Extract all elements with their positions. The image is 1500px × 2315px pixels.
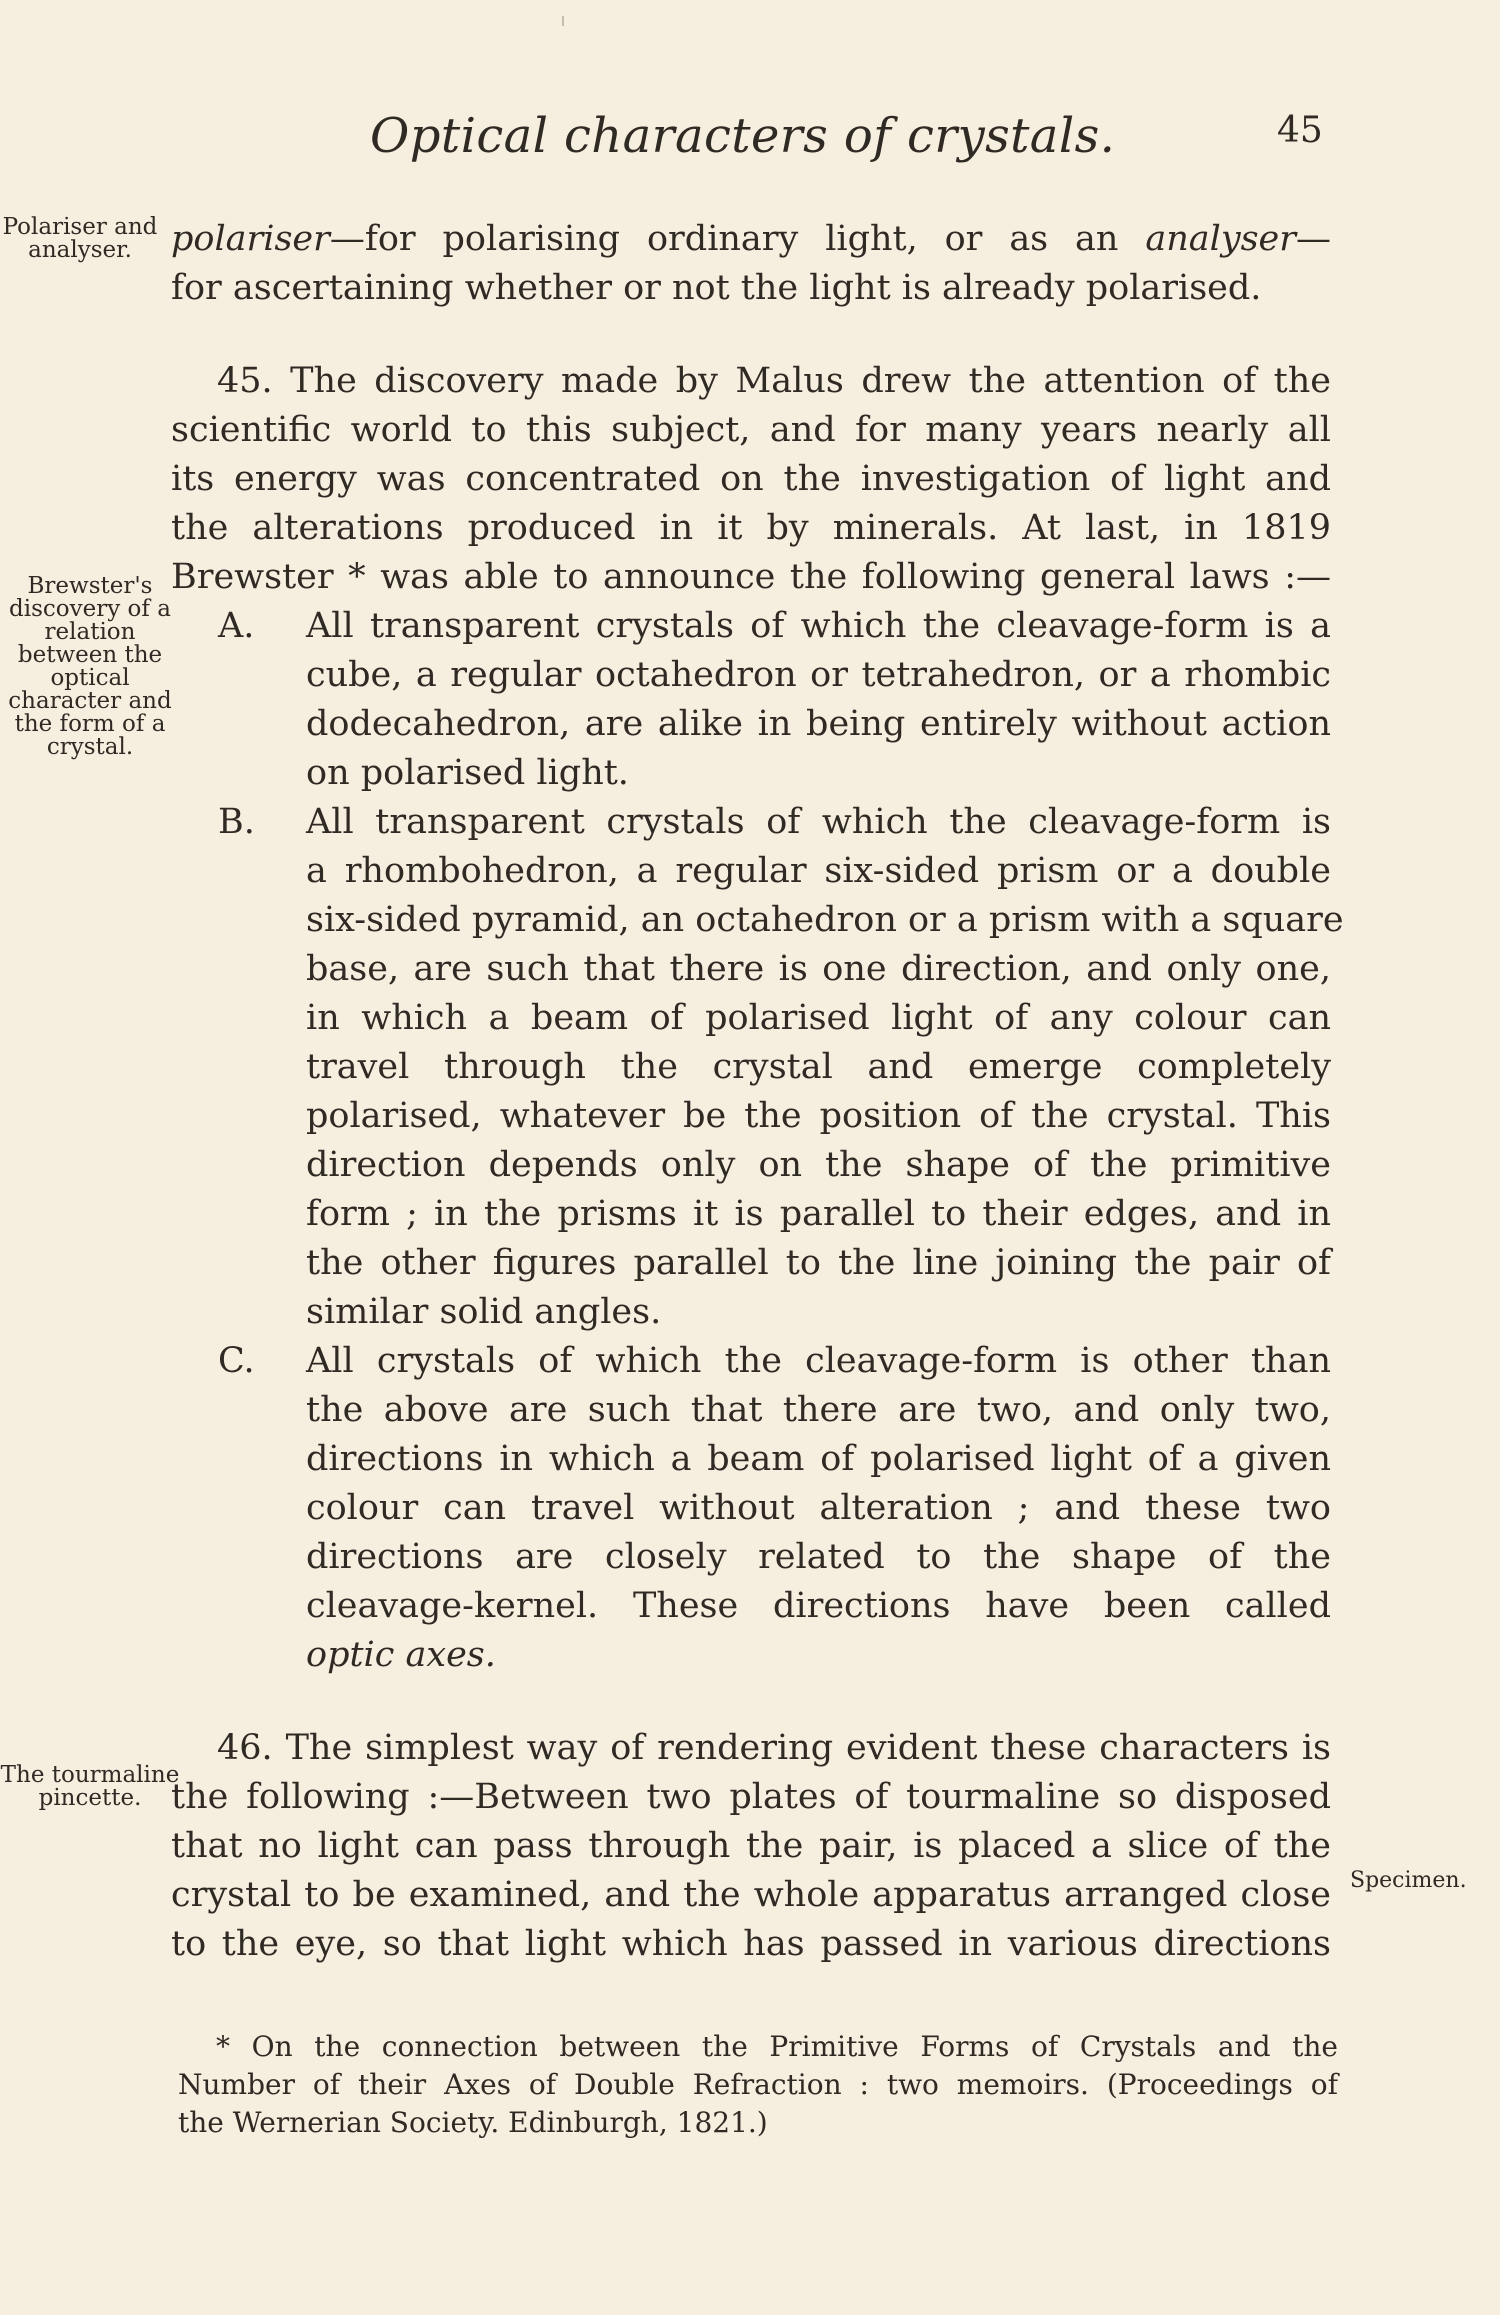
law-c-line: the above are such that there are two, and only two, [306,1390,1331,1430]
law-a-line: on polarised light. [306,753,629,793]
footnote-line: Number of their Axes of Double Refraction : two memoirs. (Proceedings of [178,2068,1338,2101]
law-b-line: six-sided pyramid, an octahedron or a prism with a square [306,900,1344,940]
paragraph-45-line: scientific world to this subject, and for many years nearly all [171,410,1331,450]
paragraph-45-line: 45. The discovery made by Malus drew the attention of the [217,361,1331,401]
law-a-line: dodecahedron, are alike in being entirely without action [306,704,1331,744]
paragraph-46-line: the following :—Between two plates of tourmaline so disposed [171,1777,1331,1817]
law-a-marker: A. [218,606,255,646]
law-b-line: travel through the crystal and emerge completely [306,1047,1331,1087]
law-b-line: direction depends only on the shape of the primitive [306,1145,1331,1185]
page-number: 45 [1277,110,1323,151]
page-header-title: Optical characters of crystals. [370,108,1116,164]
law-b-line: B. All transparent crystals of which the cleavage-form is [171,798,1331,847]
paragraph-45-line: its energy was concentrated on the investigation of light and [171,459,1331,499]
margin-note-tourmaline: The tourmaline pincette. [0,1762,180,1811]
law-c-line: directions in which a beam of polarised light of a given [306,1439,1331,1479]
law-b-line: polarised, whatever be the position of the crystal. This [306,1096,1331,1136]
main-body-text [171,215,1344,1969]
law-b-marker: B. [218,802,255,842]
paragraph-46-line: crystal to be examined, and the whole apparatus arranged close [171,1875,1331,1915]
law-b-line: base, are such that there is one direction, and only one, [306,949,1331,989]
paragraph-46-line: to the eye, so that light which has passed in various directions [171,1924,1331,1964]
decorative-mark [562,16,564,26]
paragraph-45-line: the alterations produced in it by minerals. At last, in 1819 [171,508,1331,548]
law-b-line: similar solid angles. [306,1292,662,1332]
law-b-line: the other figures parallel to the line joining the pair of [306,1243,1331,1283]
margin-note-specimen: Specimen. [1350,1868,1467,1893]
margin-note-brewster: Brewster's discovery of a relation between the optical character and the form of a crystal. [8,573,172,760]
law-c-line: colour can travel without alteration ; and these two [306,1488,1331,1528]
footnote-line: the Wernerian Society. Edinburgh, 1821.) [178,2106,768,2139]
paragraph-45-line: Brewster * was able to announce the following general laws :— [171,557,1331,597]
law-c-line: optic axes. [306,1635,496,1675]
law-b-line: in which a beam of polarised light of any colour can [306,998,1331,1038]
law-a-line: A. All transparent crystals of which the cleavage-form is a [171,602,1331,651]
law-a-line: cube, a regular octahedron or tetrahedron, or a rhombic [306,655,1331,695]
law-b-line: form ; in the prisms it is parallel to their edges, and in [306,1194,1331,1234]
law-c-marker: C. [218,1341,255,1381]
body-line-2: for ascertaining whether or not the light is already polarised. [171,268,1262,308]
footnote [178,2028,1338,2142]
law-c-line: C. All crystals of which the cleavage-form is other than [171,1337,1331,1386]
footnote-line: * On the connection between the Primitive Forms of Crystals and the [216,2030,1338,2063]
paragraph-46-line: 46. The simplest way of rendering evident these characters is [217,1728,1331,1768]
margin-note-polariser: Polariser and analyser. [2,214,158,263]
paragraph-46-line: that no light can pass through the pair, is placed a slice of the [171,1826,1331,1866]
body-line-1: polariser—for polarising ordinary light, or as an analyser— [171,219,1331,259]
law-c-line: cleavage-kernel. These directions have been called [306,1586,1331,1626]
law-c-line: directions are closely related to the shape of the [306,1537,1331,1577]
law-b-line: a rhombohedron, a regular six-sided prism or a double [306,851,1331,891]
